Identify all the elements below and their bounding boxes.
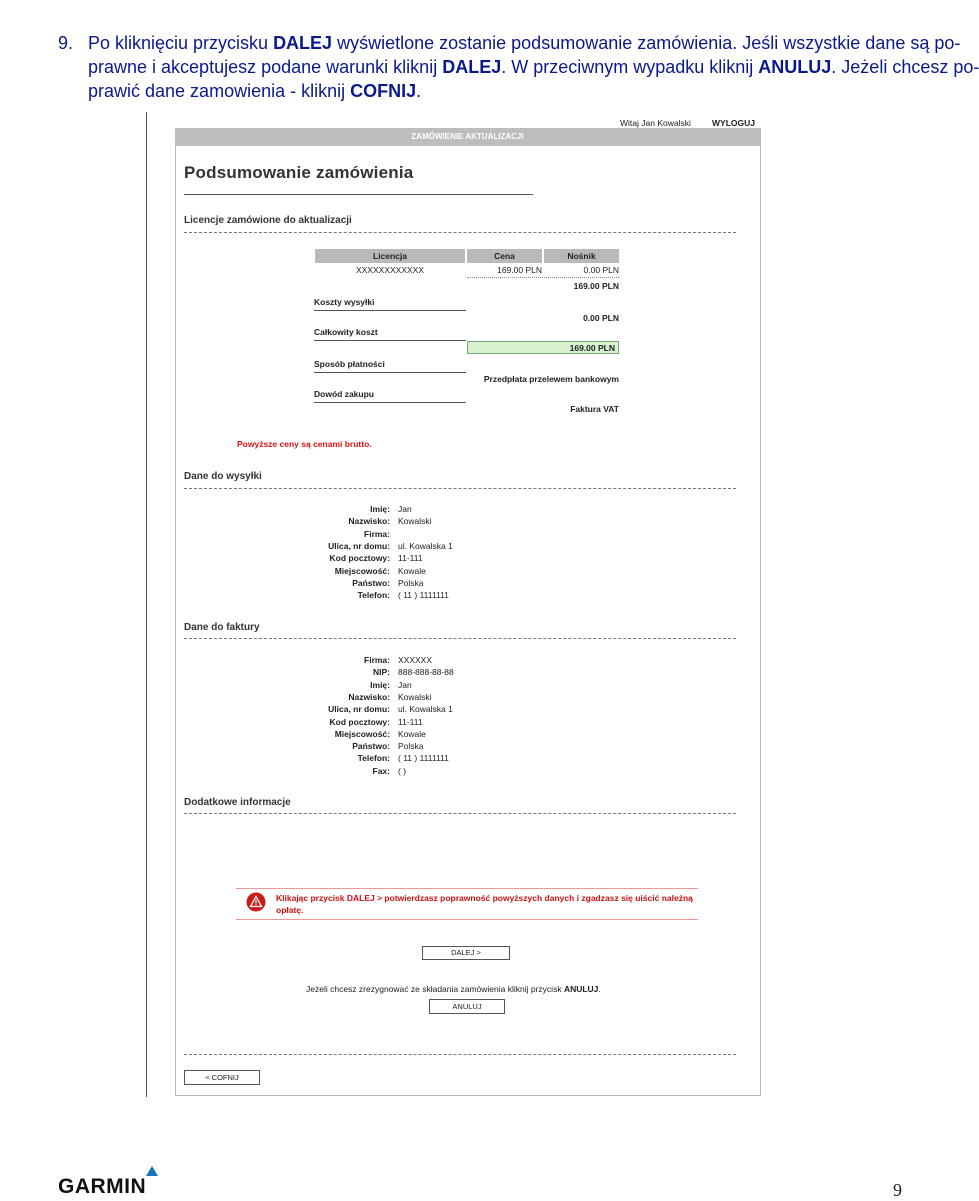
total-cost-underline	[314, 340, 466, 341]
column-header-price: Cena	[467, 249, 542, 263]
invoice-field-label: Miejscowość:	[334, 728, 390, 739]
column-header-medium: Nośnik	[544, 249, 619, 263]
license-price: 169.00 PLN	[497, 265, 542, 275]
total-cost-label: Całkowity koszt	[314, 327, 378, 337]
shipping-field-value: Jan	[398, 504, 412, 514]
intro-line-1: Po kliknięciu przycisku DALEJ wyświetlone zostanie podsumowanie zamówienia. Jeśli wszystkie dane są po-	[88, 33, 961, 53]
licenses-section-title: Licencje zamówione do aktualizacji	[184, 215, 352, 226]
garmin-triangle-icon	[146, 1166, 158, 1176]
shipping-field-label: Miejscowość:	[334, 565, 390, 576]
shipping-field-label: Nazwisko:	[348, 516, 390, 527]
invoice-field-value: Polska	[398, 741, 424, 752]
section-divider	[184, 813, 736, 814]
warning-icon	[246, 892, 266, 917]
purchase-proof-underline	[314, 402, 466, 403]
page-number: 9	[893, 1180, 902, 1200]
invoice-field-label: Państwo:	[352, 741, 390, 752]
cancel-button[interactable]: ANULUJ	[429, 999, 505, 1014]
section-divider	[184, 488, 736, 489]
payment-method-value: Przedpłata przelewem bankowym	[483, 374, 619, 384]
step-number: 9.	[58, 33, 74, 53]
header-bar: ZAMÓWIENIE AKTUALIZACJI	[175, 128, 760, 146]
payment-method-label: Sposób płatności	[314, 359, 385, 369]
logout-link[interactable]: WYLOGUJ	[712, 118, 755, 128]
shipping-field-label: Firma:	[364, 528, 390, 539]
shipping-cost-underline	[314, 310, 466, 311]
garmin-logo: GARMIN	[58, 1175, 146, 1199]
shipping-field-label: Telefon:	[357, 590, 390, 601]
shipping-field-label: Państwo:	[352, 577, 390, 588]
license-medium: 0.00 PLN	[583, 265, 619, 275]
purchase-proof-value: Faktura VAT	[570, 404, 619, 414]
invoice-field-label: Fax:	[372, 765, 390, 776]
shipping-field-label: Imię:	[370, 504, 390, 514]
invoice-field-value: 11-111	[398, 716, 423, 727]
invoice-field-value: ( )	[398, 765, 407, 776]
invoice-field-value: XXXXXX	[398, 655, 433, 665]
shipping-field-value: Polska	[398, 577, 424, 588]
back-button[interactable]: < COFNIJ	[184, 1070, 260, 1085]
shipping-field-value: 11-111	[398, 553, 423, 564]
intro-line-3: prawić dane zamowienia - kliknij COFNIJ.	[88, 81, 422, 101]
invoice-field-label: Telefon:	[357, 753, 390, 764]
shipping-section-title: Dane do wysyłki	[184, 471, 262, 482]
shipping-field-value: ( 11 ) 1111111	[398, 590, 449, 601]
next-button[interactable]: DALEJ >	[422, 946, 510, 960]
invoice-field-value: ( 11 ) 1111111	[398, 753, 449, 764]
title-underline	[184, 194, 533, 195]
confirmation-warning-text: Klikając przycisk DALEJ > potwierdzasz poprawność powyższych danych i zgadzasz się uiścić należną opłatę.	[276, 893, 693, 915]
section-divider	[184, 1054, 736, 1055]
invoice-field-value: Jan	[398, 679, 412, 690]
row-divider	[467, 277, 619, 278]
page-title: Podsumowanie zamówienia	[184, 163, 414, 182]
invoice-field-label: Ulica, nr domu:	[328, 704, 390, 715]
payment-method-underline	[314, 372, 466, 373]
left-rule	[146, 112, 147, 1097]
subtotal-value: 169.00 PLN	[573, 281, 619, 291]
shipping-field-value: Kowale	[398, 565, 426, 576]
invoice-field-label: NIP:	[373, 667, 390, 678]
invoice-field-value: 888-888-88-88	[398, 667, 454, 678]
invoice-field-label: Nazwisko:	[348, 691, 390, 702]
shipping-cost-label: Koszty wysyłki	[314, 297, 375, 307]
invoice-field-label: Kod pocztowy:	[329, 716, 390, 727]
additional-section-title: Dodatkowe informacje	[184, 797, 291, 808]
shipping-field-label: Kod pocztowy:	[329, 553, 390, 564]
column-header-license: Licencja	[315, 249, 465, 263]
shipping-field-label: Ulica, nr domu:	[328, 540, 390, 551]
invoice-field-value: ul. Kowalska 1	[398, 704, 453, 715]
invoice-field-value: Kowale	[398, 728, 426, 739]
purchase-proof-label: Dowód zakupu	[314, 389, 374, 399]
section-divider	[184, 232, 736, 233]
invoice-section-title: Dane do faktury	[184, 622, 260, 633]
total-cost-value: 169.00 PLN	[467, 341, 619, 354]
shipping-field-value: ul. Kowalska 1	[398, 540, 453, 551]
license-code: XXXXXXXXXXXX	[355, 265, 425, 275]
invoice-field-label: Firma:	[364, 655, 390, 665]
shipping-cost-value: 0.00 PLN	[583, 313, 619, 323]
cancel-hint: Jeżeli chcesz zrezygnować ze składania zamówienia kliknij przycisk ANULUJ.	[306, 984, 601, 994]
gross-price-note: Powyższe ceny są cenami brutto.	[237, 439, 372, 449]
intro-line-2: prawne i akceptujesz podane warunki kliknij DALEJ. W przeciwnym wypadku kliknij ANULUJ. Jeżeli chcesz po-	[88, 57, 979, 77]
section-divider	[184, 638, 736, 639]
invoice-field-label: Imię:	[370, 679, 390, 690]
shipping-field-value: Kowalski	[398, 516, 432, 527]
invoice-field-value: Kowalski	[398, 691, 432, 702]
user-greeting: Witaj Jan Kowalski	[620, 118, 691, 128]
